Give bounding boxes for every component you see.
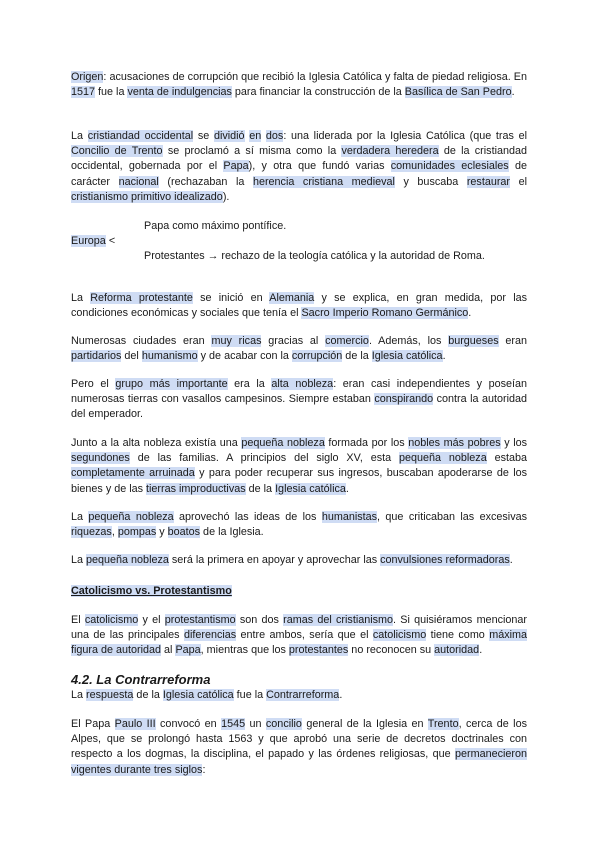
heading-catolicismo-vs-protestantismo: [71, 584, 527, 599]
text: al: [161, 644, 176, 657]
highlight: nacional: [118, 175, 159, 188]
highlight: herencia cristiana medieval: [252, 175, 395, 188]
text: aprovechó las ideas de los: [173, 511, 322, 523]
highlight: Paulo III: [114, 718, 156, 730]
highlight: alta nobleza: [271, 378, 334, 390]
highlight: Trento: [427, 718, 459, 730]
text: y de acabar con la: [197, 350, 292, 363]
highlight: Alemania: [269, 292, 315, 304]
highlight: Contrarreforma: [266, 689, 340, 701]
text: era la: [227, 378, 272, 390]
text: .: [479, 644, 483, 657]
text: .: [442, 350, 446, 363]
highlight: dividió: [213, 130, 245, 142]
highlight: protestantes: [288, 644, 349, 657]
highlight: conspirando: [374, 393, 434, 406]
text: se inició en: [192, 292, 270, 304]
text: La: [71, 511, 89, 523]
diagram-top: Papa como máximo pontífice.: [144, 220, 287, 232]
text: entre ambos, sería que el: [236, 629, 373, 642]
highlight: muy ricas: [211, 335, 262, 347]
text: . Si quisiéramos mencionar una de las principales: [71, 614, 527, 642]
highlight: catolicismo: [372, 629, 427, 642]
highlight: restaurar: [466, 175, 511, 188]
text: el: [510, 175, 528, 188]
text: y el: [138, 614, 165, 626]
diagram-bottom: Protestantes → rechazo de la teología católica y la autoridad de Roma.: [144, 250, 485, 262]
highlight: Europa: [71, 235, 106, 247]
text: La: [71, 130, 88, 142]
text: :: [202, 763, 206, 776]
text: .: [339, 689, 343, 701]
paragraph-humanistas: [71, 510, 527, 540]
text: .: [468, 307, 472, 320]
text: La: [71, 554, 87, 566]
highlight: comercio: [325, 335, 369, 347]
highlight: Concilio de Trento: [71, 145, 163, 158]
highlight: Papa: [175, 644, 201, 657]
text: de la: [342, 350, 372, 363]
text: , mientras que los: [200, 644, 289, 657]
text: y para poder recuperar sus ingresos, buscaban apoderarse de los bienes y de las: [71, 467, 528, 495]
text: , que criticaban las excesivas: [377, 511, 528, 523]
text: La: [71, 689, 87, 701]
highlight: corrupción: [291, 350, 343, 363]
text: de las familias. A principios del siglo XV, esta: [129, 452, 399, 465]
diagram-left: [71, 234, 115, 249]
paragraph-cristiandad: [71, 129, 527, 205]
text: fue la: [233, 689, 267, 701]
highlight: boatos: [167, 526, 201, 539]
text: de la Iglesia.: [200, 526, 264, 539]
highlight: pequeña nobleza: [86, 554, 169, 566]
text: de la: [245, 482, 276, 495]
highlight: burgueses: [448, 335, 499, 347]
highlight: humanismo: [141, 350, 198, 363]
highlight: Origen: [71, 71, 104, 83]
text: eran: [498, 335, 528, 347]
text: ).: [222, 190, 230, 203]
text: La: [71, 292, 91, 304]
paragraph-alta-nobleza: [71, 377, 527, 423]
highlight: concilio: [265, 718, 302, 730]
text: Numerosas ciudades eran: [71, 335, 212, 347]
heading-contrarreforma: [71, 672, 527, 689]
highlight: comunidades eclesiales: [390, 160, 509, 173]
paragraph-convulsiones: [71, 553, 527, 568]
highlight: pequeña nobleza: [88, 511, 174, 523]
paragraph-pequena-nobleza: [71, 436, 527, 497]
text: y buscaba: [394, 175, 467, 188]
text: ,: [111, 526, 118, 539]
paragraph-ciudades: [71, 334, 527, 364]
highlight: verdadera heredera: [341, 145, 439, 158]
highlight: pequeña nobleza: [398, 452, 487, 465]
text: de carácter: [71, 160, 527, 188]
text: se proclamó a sí misma como la: [162, 145, 342, 158]
highlight: Basílica de San Pedro: [404, 86, 512, 99]
text: del: [121, 350, 142, 363]
highlight: venta de indulgencias: [127, 86, 232, 99]
text: formada por los: [324, 437, 409, 449]
highlight: ramas del cristianismo: [283, 614, 394, 626]
highlight: segundones: [71, 452, 130, 465]
highlight: protestantismo: [164, 614, 236, 626]
highlight: máxima figura de autoridad: [71, 629, 527, 657]
highlight: catolicismo: [84, 614, 139, 626]
section-subheading: Catolicismo vs. Protestantismo: [71, 585, 232, 597]
highlight: respuesta: [86, 689, 134, 701]
highlight: pompas: [117, 526, 157, 539]
paragraph-origen: [71, 70, 527, 100]
highlight: riquezas: [71, 526, 112, 539]
text: tiene como: [426, 629, 490, 642]
highlight: nobles más pobres: [408, 437, 501, 449]
text: , cerca de los Alpes, que se prolongó hasta 1563 y que aprobó una serie de decretos doctrinales con respecto a los dogmas, la disciplina, el papado y las órdenes religiosas, que: [71, 718, 527, 761]
text: un: [245, 718, 266, 730]
text: : acusaciones de corrupción que recibió la Iglesia Católica y falta de piedad religiosa. En: [103, 71, 527, 83]
text: .: [511, 86, 515, 99]
text: (rechazaban la: [158, 175, 253, 188]
highlight: permanecieron vigentes durante tres siglos: [71, 748, 527, 776]
text: y: [156, 526, 168, 539]
text: : eran casi independientes y poseían numerosas tierras con vasallos campesinos. Siempre estaban: [71, 378, 528, 406]
section-heading: 4.2. La Contrarreforma: [71, 672, 211, 687]
bracket-symbol: <: [108, 235, 116, 247]
highlight: Papa: [223, 160, 249, 173]
text: general de la Iglesia en: [301, 718, 428, 730]
highlight: humanistas: [321, 511, 378, 523]
highlight: dos: [265, 130, 284, 142]
highlight: partidarios: [71, 350, 122, 363]
highlight: 1545: [221, 718, 246, 730]
text: .: [509, 554, 513, 566]
highlight: cristiandad occidental: [87, 130, 194, 142]
text: convocó en: [155, 718, 222, 730]
highlight: autoridad: [434, 644, 480, 657]
highlight: Iglesia católica: [162, 689, 234, 701]
text: ), y otra que fundó varias: [248, 160, 391, 173]
text: de la: [133, 689, 163, 701]
text: fue la: [95, 86, 128, 99]
paragraph-ramas: [71, 613, 527, 659]
text: de la cristiandad occidental, gobernada por el: [71, 145, 527, 173]
highlight: pequeña nobleza: [241, 437, 325, 449]
paragraph-reforma: [71, 291, 527, 321]
highlight: en: [249, 130, 262, 142]
highlight: completamente arruinada: [71, 467, 195, 480]
highlight: cristianismo primitivo idealizado: [71, 190, 223, 203]
text: Pero el: [71, 378, 116, 390]
text: gracias al: [261, 335, 326, 347]
paragraph-trento: [71, 717, 527, 778]
highlight: grupo más importante: [115, 378, 228, 390]
paragraph-respuesta: [71, 688, 527, 703]
highlight: Sacro Imperio Romano Germánico: [301, 307, 469, 320]
text: son dos: [235, 614, 284, 626]
text: para financiar la construcción de la: [231, 86, 405, 99]
text: y se explica, en gran medida, por las condiciones económicas y sociales que tenía el: [71, 292, 527, 320]
highlight: 1517: [71, 86, 96, 99]
text: y los: [500, 437, 528, 449]
text: Junto a la alta nobleza existía una: [71, 437, 242, 449]
text: .: [345, 482, 349, 495]
highlight: Iglesia católica: [371, 350, 443, 363]
text: se: [193, 130, 214, 142]
highlight: tierras improductivas: [146, 482, 246, 495]
highlight: Reforma protestante: [90, 292, 193, 304]
text: será la primera en apoyar y aprovechar las: [168, 554, 381, 566]
text: : una liderada por la Iglesia Católica (que tras el: [283, 130, 528, 142]
text: contra la autoridad del emperador.: [71, 393, 527, 421]
text: El: [71, 614, 85, 626]
text: estaba: [486, 452, 528, 465]
text: no reconocen su: [348, 644, 435, 657]
text: El Papa: [71, 718, 115, 730]
highlight: convulsiones reformadoras: [380, 554, 510, 566]
highlight: diferencias: [183, 629, 237, 642]
highlight: Iglesia católica: [275, 482, 346, 495]
text: . Además, los: [368, 335, 449, 347]
